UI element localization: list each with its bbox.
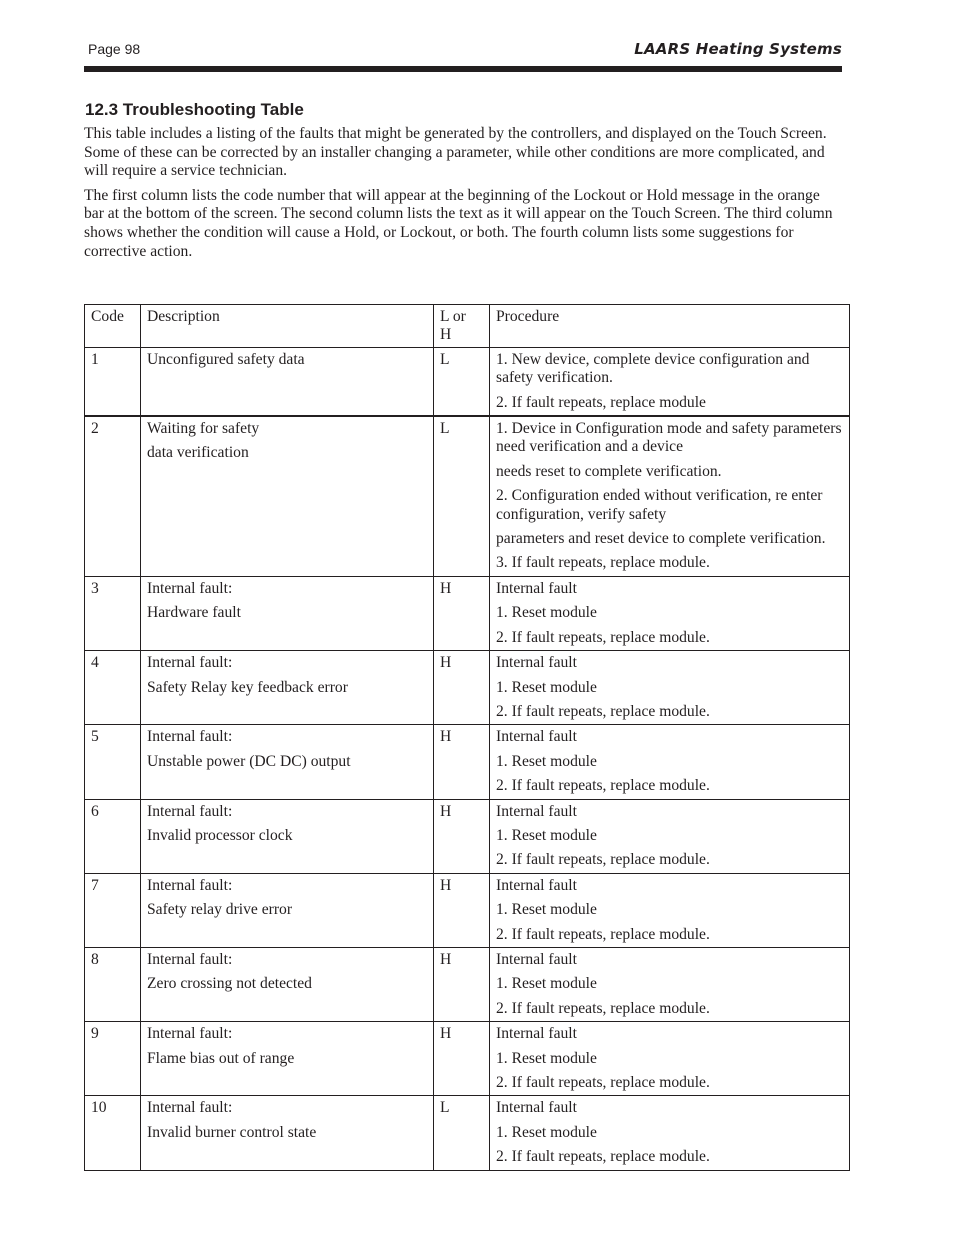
fault-code: 8 xyxy=(85,947,141,1021)
procedure-line: Internal fault xyxy=(496,654,577,672)
lockout-or-hold: H xyxy=(434,799,490,873)
description-line: Internal fault: xyxy=(147,802,233,820)
procedure-line: 2. If fault repeats, replace module. xyxy=(496,999,710,1017)
description-line: Hardware fault xyxy=(147,604,241,622)
procedure-line: Internal fault xyxy=(496,802,577,820)
intro-paragraph: The first column lists the code number that will appear at the beginning of the Lockout or Hold message in the orange bar at the bottom of the screen. The second column lists the text as it will appear on the Touch Screen. The third column shows whether the condition will cause a Hold, or Lockout, or both. The fourth column lists some suggestions for corrective action. xyxy=(84,186,833,260)
fault-procedure xyxy=(490,1096,850,1170)
description-line: Internal fault: xyxy=(147,728,233,746)
fault-description xyxy=(141,799,434,873)
description-line: Invalid burner control state xyxy=(147,1123,317,1141)
procedure-line: 2. If fault repeats, replace module. xyxy=(496,628,710,646)
lockout-or-hold: H xyxy=(434,1022,490,1096)
header-procedure: Procedure xyxy=(490,305,850,348)
fault-procedure xyxy=(490,799,850,873)
procedure-line: 1. Device in Configuration mode and safety parameters need verification and a device xyxy=(496,420,842,456)
table-row xyxy=(85,1096,850,1170)
procedure-line: 1. Reset module xyxy=(496,826,597,844)
procedure-line: 1. Reset module xyxy=(496,975,597,993)
fault-code: 5 xyxy=(85,725,141,799)
fault-code: 2 xyxy=(85,416,141,576)
page-number: Page 98 xyxy=(88,41,141,57)
procedure-line: Internal fault xyxy=(496,579,577,597)
procedure-line: 1. Reset module xyxy=(496,678,597,696)
header-l-or-h-line: L or xyxy=(440,308,466,325)
table-row xyxy=(85,873,850,947)
table-row xyxy=(85,1022,850,1096)
procedure-line: 2. If fault repeats, replace module. xyxy=(496,777,710,795)
header-l-or-h xyxy=(434,305,490,348)
fault-description xyxy=(141,416,434,576)
procedure-line: 2. If fault repeats, replace module. xyxy=(496,1148,710,1166)
fault-description xyxy=(141,1022,434,1096)
fault-procedure xyxy=(490,576,850,650)
fault-description xyxy=(141,947,434,1021)
procedure-line: parameters and reset device to complete verification. xyxy=(496,530,826,548)
header-description: Description xyxy=(141,305,434,348)
procedure-line: 1. New device, complete device configuration and safety verification. xyxy=(496,350,810,387)
section-title: 12.3 Troubleshooting Table xyxy=(85,100,304,119)
description-line: Safety Relay key feedback error xyxy=(147,678,348,696)
header-divider xyxy=(84,66,842,72)
procedure-line: 2. If fault repeats, replace module xyxy=(496,393,706,411)
lockout-or-hold: L xyxy=(434,1096,490,1170)
description-line: Safety relay drive error xyxy=(147,901,293,919)
procedure-line: Internal fault xyxy=(496,876,577,894)
description-line: Internal fault: xyxy=(147,950,233,968)
description-line: Internal fault: xyxy=(147,1099,233,1117)
fault-code: 7 xyxy=(85,873,141,947)
lockout-or-hold: L xyxy=(434,416,490,576)
fault-code: 6 xyxy=(85,799,141,873)
description-line: Flame bias out of range xyxy=(147,1049,295,1067)
fault-code: 1 xyxy=(85,347,141,416)
table-row xyxy=(85,416,850,576)
procedure-line: Internal fault xyxy=(496,1025,577,1043)
header-l-or-h-line: H xyxy=(440,326,452,344)
fault-description xyxy=(141,873,434,947)
table-row xyxy=(85,947,850,1021)
fault-description xyxy=(141,651,434,725)
lockout-or-hold: H xyxy=(434,651,490,725)
fault-procedure xyxy=(490,1022,850,1096)
table-row xyxy=(85,576,850,650)
description-line: Zero crossing not detected xyxy=(147,975,312,993)
procedure-line: Internal fault xyxy=(496,1099,577,1117)
description-line: Internal fault: xyxy=(147,1025,233,1043)
lockout-or-hold: H xyxy=(434,725,490,799)
description-line: Unstable power (DC DC) output xyxy=(147,752,351,770)
fault-description xyxy=(141,725,434,799)
table-row xyxy=(85,651,850,725)
procedure-line: 2. If fault repeats, replace module. xyxy=(496,851,710,869)
procedure-line: 2. If fault repeats, replace module. xyxy=(496,702,710,720)
brand-title: LAARS Heating Systems xyxy=(634,40,842,58)
fault-description xyxy=(141,1096,434,1170)
fault-code: 3 xyxy=(85,576,141,650)
intro-paragraph: This table includes a listing of the faults that might be generated by the controllers, and displayed on the Touch Screen. Some of these can be corrected by an installer changing a parameter, while other conditions are more complicated, and will require a service technician. xyxy=(84,125,827,180)
procedure-line: 1. Reset module xyxy=(496,1049,597,1067)
description-line: Internal fault: xyxy=(147,579,233,597)
fault-code: 4 xyxy=(85,651,141,725)
procedure-line: Internal fault xyxy=(496,728,577,746)
fault-code: 9 xyxy=(85,1022,141,1096)
table-row xyxy=(85,799,850,873)
intro-text xyxy=(84,125,836,267)
header-code: Code xyxy=(85,305,141,348)
description-line: Internal fault: xyxy=(147,876,233,894)
table-body xyxy=(85,347,850,1170)
procedure-line: 1. Reset module xyxy=(496,1123,597,1141)
procedure-line: 1. Reset module xyxy=(496,901,597,919)
fault-description xyxy=(141,347,434,416)
procedure-line: 2. Configuration ended without verification, re enter configuration, verify safety xyxy=(496,487,823,523)
procedure-line: 1. Reset module xyxy=(496,604,597,622)
fault-procedure xyxy=(490,347,850,416)
fault-code: 10 xyxy=(85,1096,141,1170)
lockout-or-hold: H xyxy=(434,947,490,1021)
lockout-or-hold: H xyxy=(434,873,490,947)
procedure-line: 1. Reset module xyxy=(496,752,597,770)
fault-procedure xyxy=(490,873,850,947)
procedure-line: 3. If fault repeats, replace module. xyxy=(496,554,710,572)
fault-procedure xyxy=(490,416,850,576)
lockout-or-hold: H xyxy=(434,576,490,650)
procedure-line: Internal fault xyxy=(496,950,577,968)
description-line: Invalid processor clock xyxy=(147,826,293,844)
fault-description xyxy=(141,576,434,650)
procedure-line: needs reset to complete verification. xyxy=(496,462,722,480)
table-row xyxy=(85,725,850,799)
fault-procedure xyxy=(490,725,850,799)
table-header-row xyxy=(85,305,850,348)
lockout-or-hold: L xyxy=(434,347,490,416)
troubleshooting-table xyxy=(84,304,850,1171)
table-row xyxy=(85,347,850,416)
fault-procedure xyxy=(490,651,850,725)
description-line: data verification xyxy=(147,444,249,462)
description-line: Unconfigured safety data xyxy=(147,350,305,368)
description-line: Waiting for safety xyxy=(147,420,260,438)
procedure-line: 2. If fault repeats, replace module. xyxy=(496,1074,710,1091)
fault-procedure xyxy=(490,947,850,1021)
description-line: Internal fault: xyxy=(147,654,233,672)
procedure-line: 2. If fault repeats, replace module. xyxy=(496,925,710,943)
